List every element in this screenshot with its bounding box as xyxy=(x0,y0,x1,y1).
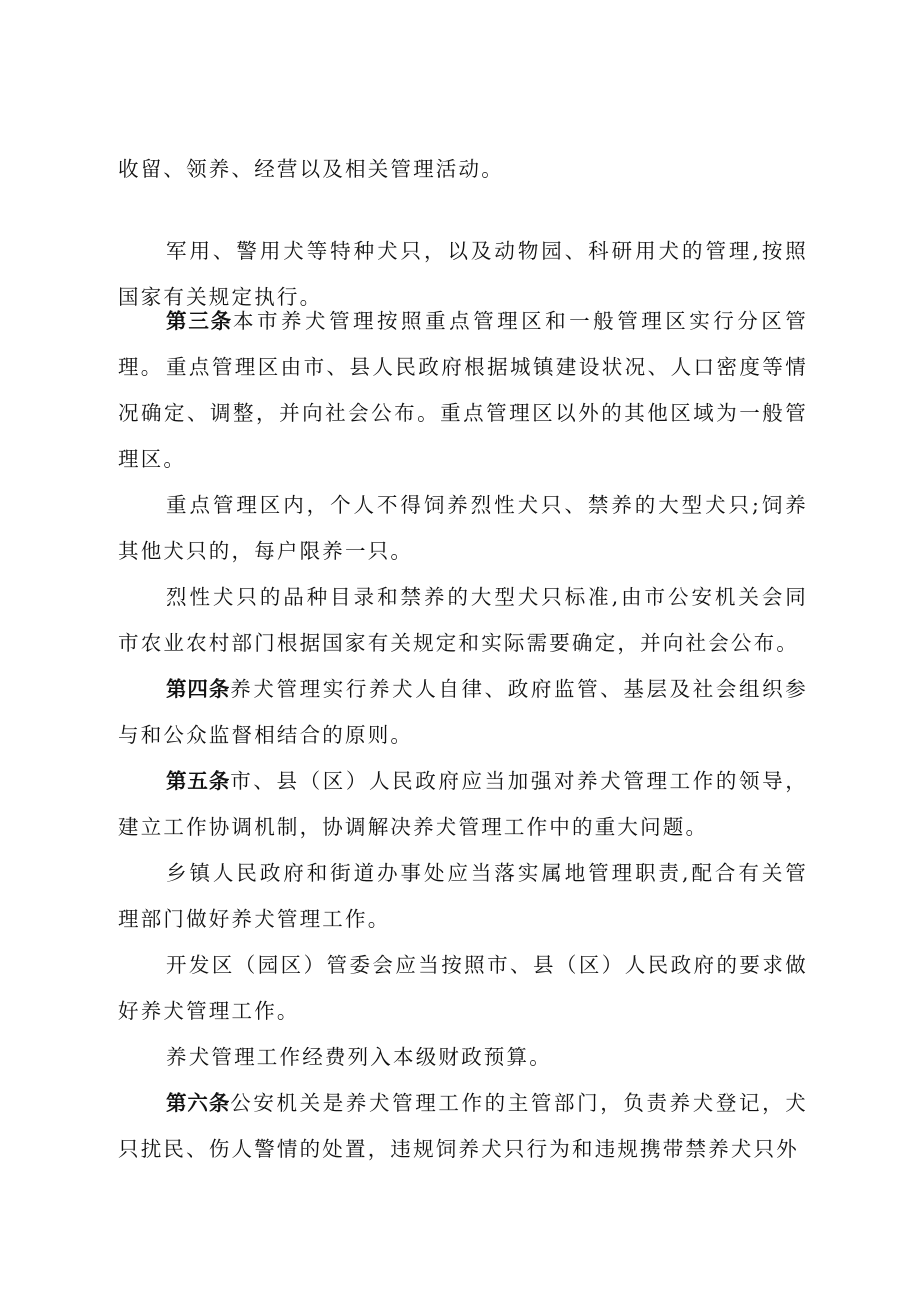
paragraph-development-zone xyxy=(118,942,808,1034)
paragraph-township-duties xyxy=(118,850,808,942)
paragraph-text: 本市养犬管理按照重点管理区和一般管理区实行分区管理。 xyxy=(118,309,808,379)
paragraph-text: 乡镇人民政府和街道办事处应当落实属地管理职责,配合有关管理部门做好养犬管理工作。 xyxy=(118,861,808,931)
article-number: 第五条 xyxy=(166,769,231,793)
paragraph-text: 公安机关是养犬管理工作的主管部门，负责养犬登记，犬只扰民、伤人警情的处置，违规饲养犬只行为和违规携带禁养犬只外 xyxy=(118,1091,809,1161)
paragraph-text: 养犬管理工作经费列入本级财政预算。 xyxy=(166,1045,552,1069)
paragraph-continuation xyxy=(118,146,808,192)
paragraph-breed-list xyxy=(118,574,808,666)
paragraph-text: 养犬管理实行养犬人自律、政府监管、基层及社会组织参与和公众监督相结合的原则。 xyxy=(118,677,809,747)
paragraph-text: 重点管理区内，个人不得饲养烈性犬只、禁养的大型犬只;饲养其他犬只的，每户限养一只。 xyxy=(118,493,808,563)
article-number: 第三条 xyxy=(166,309,233,333)
paragraph-text: 收留、领养、经营以及相关管理活动。 xyxy=(118,157,504,181)
paragraph-text: 开发区（园区）管委会应当按照市、县（区）人民政府的要求做好养犬管理工作。 xyxy=(118,953,808,1023)
paragraph-text: 军用、警用犬等特种犬只，以及动物园、科研用犬的管理,按照国家有关规定执行。 xyxy=(118,239,808,309)
paragraph-key-zone-restrictions xyxy=(118,482,808,574)
article-4 xyxy=(118,666,808,758)
article-6 xyxy=(118,1080,808,1172)
article-number: 第四条 xyxy=(166,677,231,701)
paragraph-funding xyxy=(118,1034,808,1080)
article-number: 第六条 xyxy=(166,1091,231,1115)
paragraph-key-zone-definition xyxy=(118,344,808,482)
paragraph-text: 市、县（区）人民政府应当加强对养犬管理工作的领导，建立工作协调机制，协调解决养犬管理工作中的重大问题。 xyxy=(118,769,809,839)
article-5 xyxy=(118,758,808,850)
paragraph-text: 重点管理区由市、县人民政府根据城镇建设状况、人口密度等情况确定、调整，并向社会公布。重点管理区以外的其他区域为一般管理区。 xyxy=(118,355,808,471)
paragraph-text: 烈性犬只的品种目录和禁养的大型犬只标准,由市公安机关会同市农业农村部门根据国家有关规定和实际需要确定，并向社会公布。 xyxy=(118,585,808,655)
